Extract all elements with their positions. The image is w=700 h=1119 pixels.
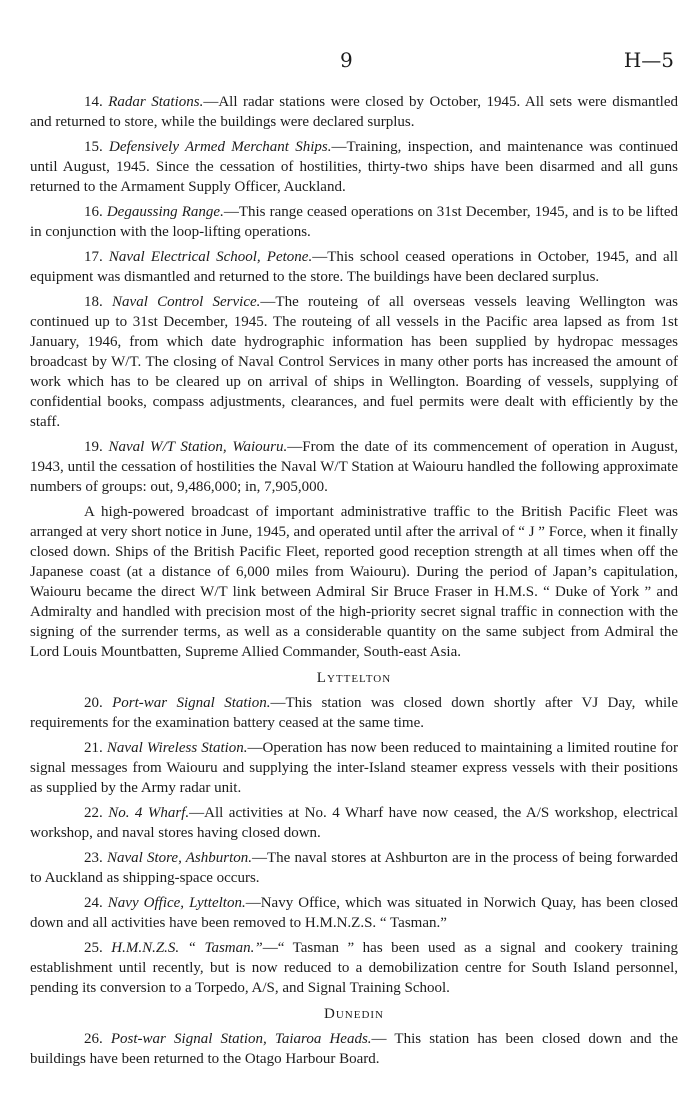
paragraph-number: 26. — [84, 1031, 103, 1047]
paragraph-number: 20. — [84, 695, 103, 711]
paragraph-title: Naval W/T Station, Waiouru. — [108, 439, 288, 455]
paragraph-23 — [30, 848, 678, 888]
paragraph-14 — [30, 92, 678, 132]
paragraph-text: —Navy Office, which was situated in Norwich Quay, has been closed down and all activities have been removed to H.M.N.Z.S. “ Tasman.” — [30, 895, 679, 931]
paragraph-title: Naval Wireless Station. — [106, 740, 248, 756]
paragraph-title: Naval Electrical School, Petone. — [108, 249, 313, 265]
paragraph-text: —The routeing of all overseas vessels leaving Wellington was continued up to 31st December, 1945. The routeing of all vessels in the Pacific area lapsed as from 1st January, 1946, from which date hydrographic information has been supplied by hydropac messages broadcast by W/T. The closing of Naval Control Services in many other ports has increased the amount of work which has to be cleared up on arrival of ships in Wellington. Boarding of vessels, supplying of confidential books, compass adjustments, clearances, and fuel permits were dealt with efficiently by the staff. — [30, 294, 679, 430]
paragraph-text: —This range ceased operations on 31st December, 1945, and is to be lifted in conjunction with the loop-lifting operations. — [30, 204, 679, 240]
section-heading-lyttelton: Lyttelton — [316, 670, 392, 686]
paragraph-number: 17. — [84, 249, 103, 265]
paragraph-20 — [30, 693, 678, 733]
page-number: 9 — [340, 48, 353, 72]
paragraph-text: —“ Tasman ” has been used as a signal and cookery training establishment until recently, but is now reduced to a demobilization centre for South Island personnel, pending its conversion to a Torpedo, A/S, and Signal Training School. — [30, 940, 679, 996]
paragraph-22 — [30, 803, 678, 843]
paragraph-16 — [30, 202, 678, 242]
paragraph-number: 19. — [84, 439, 103, 455]
paragraph-text: —All radar stations were closed by October, 1945. All sets were dismantled and returned to store, while the buildings were declared surplus. — [30, 94, 679, 130]
paragraph-number: 16. — [84, 204, 103, 220]
paragraph-17 — [30, 247, 678, 287]
paragraph-number: 18. — [84, 294, 103, 310]
paragraph-21 — [30, 738, 678, 798]
paragraph-number: 25. — [84, 940, 103, 956]
paragraph-text: —All activities at No. 4 Wharf have now ceased, the A/S workshop, electrical workshop, and naval stores having closed down. — [30, 805, 679, 841]
paragraph-text: —This station was closed down shortly after VJ Day, while requirements for the examination battery ceased at the same time. — [30, 695, 679, 731]
document-reference: H—5 — [623, 48, 674, 72]
paragraph-title: Radar Stations. — [108, 94, 204, 110]
paragraph-25 — [30, 938, 678, 998]
paragraph-title: Degaussing Range. — [106, 204, 224, 220]
paragraph-19-continued — [30, 502, 678, 662]
paragraph-15 — [30, 137, 678, 197]
paragraph-title: No. 4 Wharf. — [108, 805, 190, 821]
paragraph-title: Port-war Signal Station. — [112, 695, 271, 711]
paragraph-number: 21. — [84, 740, 103, 756]
section-heading-dunedin: Dunedin — [324, 1006, 384, 1022]
paragraph-24 — [30, 893, 678, 933]
paragraph-text: —Training, inspection, and maintenance was continued until August, 1945. Since the cessation of hostilities, thirty-two ships have been disarmed and all guns returned to the Armament Supply Officer, Auckland. — [30, 139, 678, 195]
paragraph-text: —The naval stores at Ashburton are in the process of being forwarded to Auckland as shipping-space occurs. — [30, 850, 679, 886]
paragraph-text: —This school ceased operations in October, 1945, and all equipment was dismantled and returned to the store. The buildings have been declared surplus. — [30, 249, 679, 285]
paragraph-26 — [30, 1029, 678, 1069]
paragraph-title: Naval Store, Ashburton. — [106, 850, 253, 866]
paragraph-title: H.M.N.Z.S. “ Tasman.” — [111, 940, 263, 956]
paragraph-number: 22. — [84, 805, 103, 821]
paragraph-text: A high-powered broadcast of important administrative traffic to the British Pacific Fleet was arranged at very short notice in June, 1945, and operated until after the arrival of “ J ” Force, when it finally closed down. Ships of the British Pacific Fleet, reported good reception strength at all times when off the Japanese coast (at a distance of 6,000 miles from Waiouru). During the period of Japan’s capitulation, Waiouru became the direct W/T link between Admiral Sir Bruce Fraser in H.M.S. “ Duke of York ” and Admiralty and handled with precision most of the high-priority secret signal traffic in connection with the signing of the surrender terms, as well as a considerable quantity on the same subject from Admiral the Lord Louis Mountbatten, Supreme Allied Commander, South-east Asia. — [30, 504, 678, 660]
paragraph-18 — [30, 292, 678, 432]
paragraph-19 — [30, 437, 678, 497]
paragraph-text: —Operation has now been reduced to maintaining a limited routine for signal messages from Waiouru and supplying the inter-Island steamer express vessels with their positions as supplied by the Army radar unit. — [30, 740, 679, 796]
paragraph-number: 15. — [84, 139, 103, 155]
document-body — [30, 92, 678, 1074]
paragraph-title: Post-war Signal Station, Taiaroa Heads. — [110, 1031, 372, 1047]
paragraph-text: —From the date of its commencement of operation in August, 1943, until the cessation of hostilities the Naval W/T Station at Waiouru handled the following approximate numbers of groups: out, 9,486,000; in, 7,905,000. — [30, 439, 678, 495]
paragraph-number: 24. — [84, 895, 103, 911]
paragraph-number: 14. — [84, 94, 103, 110]
paragraph-title: Naval Control Service. — [112, 294, 261, 310]
paragraph-text: — This station has been closed down and the buildings have been returned to the Otago Harbour Board. — [30, 1031, 679, 1067]
paragraph-title: Navy Office, Lyttelton. — [107, 895, 246, 911]
paragraph-number: 23. — [84, 850, 103, 866]
paragraph-title: Defensively Armed Merchant Ships. — [109, 139, 332, 155]
